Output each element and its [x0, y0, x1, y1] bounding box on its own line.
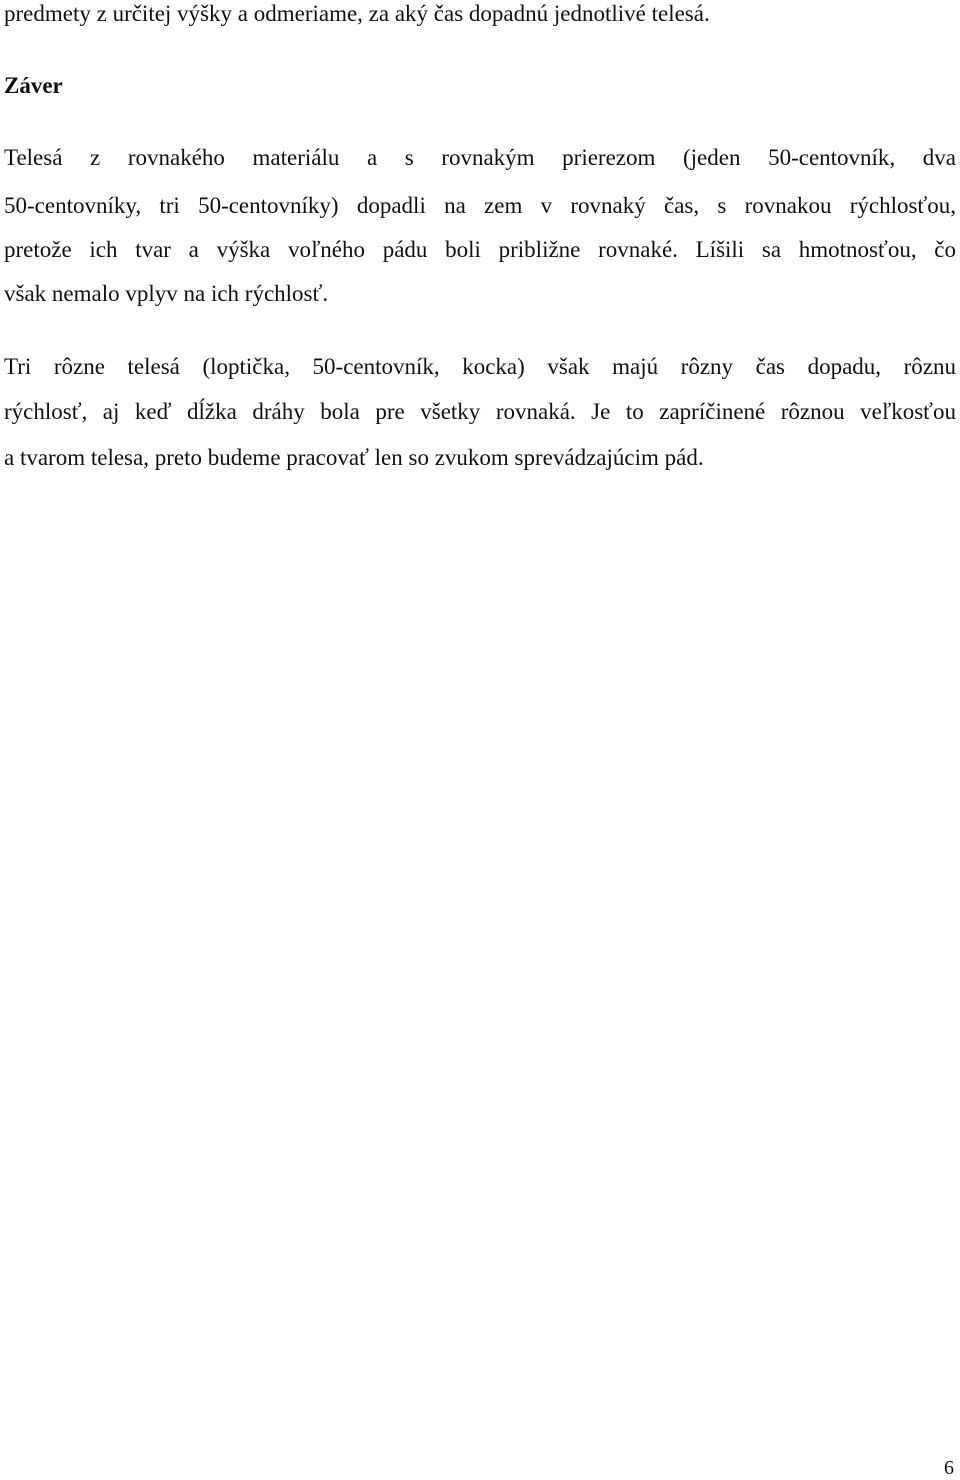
- paragraph-line: pretože ich tvar a výška voľného pádu boli približne rovnaké. Líšili sa hmotnosťou, čo: [4, 237, 956, 262]
- paragraph-line: Telesá z rovnakého materiálu a s rovnakým prierezom (jeden 50-centovník, dva: [4, 145, 956, 170]
- paragraph-line: však nemalo vplyv na ich rýchlosť.: [4, 281, 329, 306]
- section-heading: Záver: [4, 73, 63, 98]
- paragraph-line: 50-centovníky, tri 50-centovníky) dopadli na zem v rovnaký čas, s rovnakou rýchlosťou,: [4, 193, 956, 218]
- page-number: 6: [944, 1457, 954, 1479]
- paragraph-line: Tri rôzne telesá (loptička, 50-centovník, kocka) však majú rôzny čas dopadu, rôznu: [4, 354, 956, 379]
- paragraph-line: a tvarom telesa, preto budeme pracovať len so zvukom sprevádzajúcim pád.: [4, 445, 704, 470]
- paragraph-line: rýchlosť, aj keď dĺžka dráhy bola pre všetky rovnaká. Je to zapríčinené rôznou veľkosťou: [4, 399, 956, 424]
- intro-line: predmety z určitej výšky a odmeriame, za aký čas dopadnú jednotlivé telesá.: [4, 1, 710, 26]
